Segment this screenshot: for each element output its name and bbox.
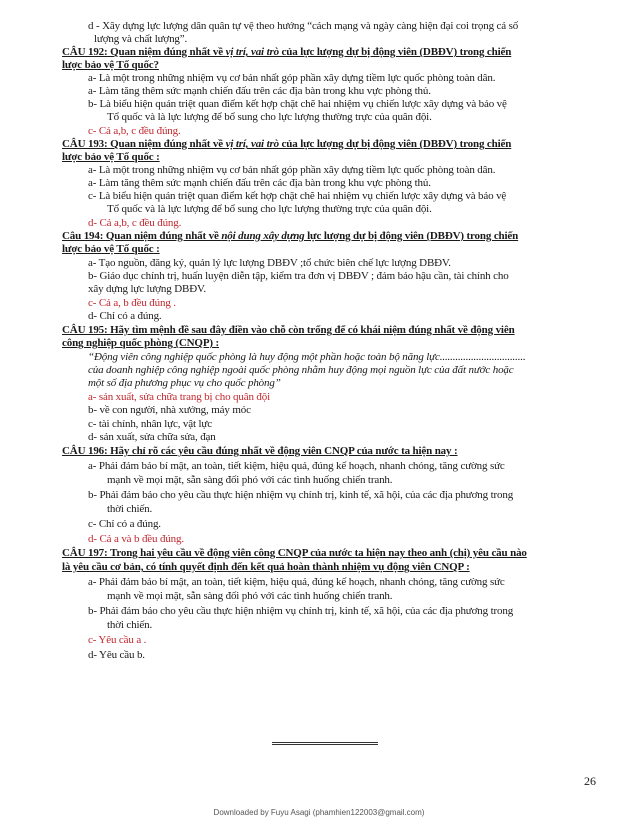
question-195-answer: a- sản xuất, sửa chữa trang bị cho quân đội [88,391,271,403]
question-192-option-cont: Tổ quốc và là lực lượng để bổ sung cho lực lượng thường trực của quân đội. [107,111,432,123]
question-196-option-cont: thời chiến. [107,503,153,515]
question-194-option: d- Chỉ có a đúng. [88,310,162,322]
question-195-statement: của doanh nghiệp công nghiệp ngoài quốc phòng nhằm huy động mọi nguồn lực của đất nước hoặc [88,364,514,376]
question-197-option: d- Yêu cầu b. [88,649,145,661]
question-194-option: b- Giáo dục chính trị, huấn luyện diễn tập, kiểm tra đơn vị DBĐV ; đảm bảo hậu cần, tài chính cho [88,270,509,282]
question-193-option: a- Là một trong những nhiệm vụ cơ bản nhất góp phần xây dựng tiềm lực quốc phòng toàn dân. [88,164,496,176]
question-193-answer: d- Cả a,b, c đều đúng. [88,217,182,229]
question-196-answer: d- Cả a và b đều đúng. [88,533,184,545]
question-197-title: CÂU 197: Trong hai yêu cầu về động viên công CNQP của nước ta hiện nay theo anh (chị) yêu cầu nào [62,547,527,559]
question-195-option: b- về con người, nhà xưởng, máy móc [88,404,251,416]
question-195-statement: “Động viên công nghiệp quốc phòng là huy động một phần hoặc toàn bộ năng lực................................. [88,351,526,363]
question-194-title-cont: lược bảo vệ Tổ quốc : [62,243,160,255]
question-192-answer: c- Cả a,b, c đều đúng. [88,125,181,137]
question-193-title-cont: lược bảo vệ Tổ quốc : [62,151,160,163]
question-193-option: a- Làm tăng thêm sức mạnh chiến đấu trên các địa bàn trong khu vực phòng thủ. [88,177,431,189]
intro-line-2: lượng và chất lượng”. [94,33,188,45]
question-195-option: d- sản xuất, sửa chữa sửa, đạn [88,431,216,443]
question-196-option-cont: mạnh về mọi mặt, sẵn sàng đối phó với các tình huống chiến tranh. [107,474,393,486]
question-195-option: c- tài chính, nhân lực, vật lực [88,418,212,430]
question-194-option: a- Tạo nguồn, đăng ký, quản lý lực lượng DBĐV ;tổ chức biên chế lực lượng DBĐV. [88,257,451,269]
question-197-option-cont: mạnh về mọi mặt, sẵn sàng đối phó với các tình huống chiến tranh. [107,590,393,602]
question-196-option: c- Chỉ có a đúng. [88,518,161,530]
download-footer: Downloaded by Fuyu Asagi (phamhien122003@gmail.com) [213,808,425,817]
question-194-answer: c- Cả a, b đều đúng . [88,297,176,309]
intro-line-1: d - Xây dựng lực lượng dân quân tự vệ theo hướng “cách mạng và ngày càng hiện đại coi trọng cả số [88,20,519,32]
question-192-option: b- Là biểu hiện quán triệt quan điểm kết hợp chặt chẽ hai nhiệm vụ chiến lược xây dựng và bảo vệ [88,98,507,110]
question-197-answer: c- Yêu cầu a . [88,634,147,646]
question-196-option: a- Phải đảm bảo bí mật, an toàn, tiết kiệm, hiệu quả, đúng kế hoạch, nhanh chóng, tăng cường sức [88,460,505,472]
question-195-title-cont: công nghiệp quốc phòng (CNQP) : [62,337,220,349]
question-193-title: CÂU 193: Quan niệm đúng nhất về vị trí, vai trò của lực lượng dự bị động viên (DBĐV) trong chiến [62,138,512,150]
question-192-option: a- Là một trong những nhiệm vụ cơ bản nhất góp phần xây dựng tiềm lực quốc phòng toàn dân. [88,72,496,84]
question-194-title: Câu 194: Quan niệm đúng nhất về nội dung xây dựng lực lượng dự bị động viên (DBĐV) trong chiến [62,230,519,242]
question-195-statement: một số địa phương phục vụ cho quốc phòng” [88,377,281,389]
question-197-option: b- Phải đảm bảo cho yêu cầu thực hiện nhiệm vụ chính trị, kinh tế, xã hội, của các địa phương trong [88,605,514,617]
question-193-option: c- Là biểu hiện quán triệt quan điểm kết hợp chặt chẽ hai nhiệm vụ chiến lược xây dựng và bảo vệ [88,190,507,202]
question-197-title-cont: là yêu cầu cơ bản, có tính quyết định đến kết quả hoàn thành nhiệm vụ động viên CNQP : [62,561,470,573]
question-194-option-cont: xây dựng lực lượng DBĐV. [88,283,206,295]
question-197-option-cont: thời chiến. [107,619,153,631]
question-196-title: CÂU 196: Hãy chỉ rõ các yêu cầu đúng nhất về động viên CNQP của nước ta hiện nay : [62,445,458,457]
question-192-title-cont: lược bảo vệ Tổ quốc? [62,59,159,71]
question-196-option: b- Phải đảm bảo cho yêu cầu thực hiện nhiệm vụ chính trị, kinh tế, xã hội, của các địa phương trong [88,489,514,501]
page-number: 26 [584,774,596,788]
question-195-title: CÂU 195: Hãy tìm mệnh đề sau đây điền vào chỗ còn trống để có khái niệm đúng nhất về động viên [62,324,515,336]
question-193-option-cont: Tổ quốc và là lực lượng để bổ sung cho lực lượng thường trực của quân đội. [107,203,432,215]
question-192-option: a- Làm tăng thêm sức mạnh chiến đấu trên các địa bàn trong khu vực phòng thủ. [88,85,431,97]
question-192-title: CÂU 192: Quan niệm đúng nhất về vị trí, vai trò của lực lượng dự bị động viên (DBĐV) trong chiến [62,46,512,58]
question-197-option: a- Phải đảm bảo bí mật, an toàn, tiết kiệm, hiệu quả, đúng kế hoạch, nhanh chóng, tăng cường sức [88,576,505,588]
end-divider [272,742,378,745]
